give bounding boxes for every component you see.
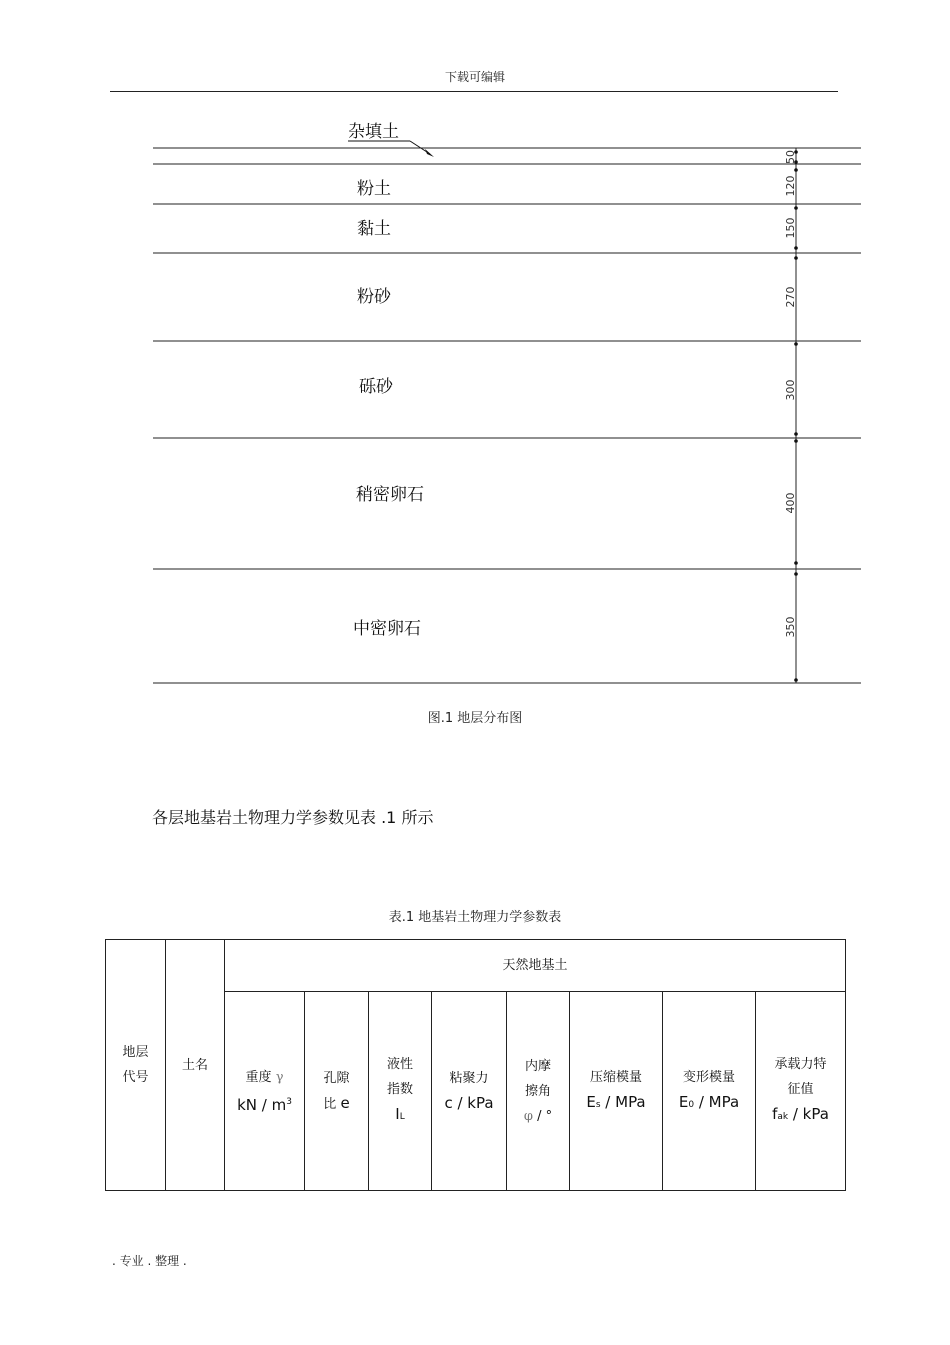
header-text: 变形模量 <box>682 1069 735 1085</box>
header-unit: φ / ° <box>523 1108 553 1124</box>
layer-name: 中密卵石 <box>353 619 421 639</box>
header-unit: E0 / MPa <box>678 1092 740 1111</box>
fill-soil-label: 杂填土 <box>348 122 399 142</box>
phi-symbol: φ <box>523 1108 533 1124</box>
header-text: 孔隙 <box>323 1070 350 1086</box>
dimension-tick <box>794 342 798 346</box>
col-cohesion <box>432 992 507 1191</box>
parameter-table <box>105 939 846 1191</box>
col-void-ratio <box>305 992 369 1191</box>
dimension-tick <box>794 439 798 443</box>
layer-name: 黏土 <box>357 219 391 239</box>
layer-thickness: 300 <box>784 379 797 401</box>
layer-thickness: 270 <box>784 286 797 308</box>
header-text: 内摩 <box>524 1058 551 1074</box>
body-paragraph: 各层地基岩土物理力学参数见表 .1 所示 <box>152 808 434 827</box>
page-header: 下载可编辑 <box>444 70 505 84</box>
header-unit: kN / $m^3$ <box>237 1095 292 1114</box>
col-unit-weight <box>225 992 305 1191</box>
header-text: 粘聚力 <box>449 1071 489 1086</box>
col-friction-angle <box>507 992 570 1191</box>
header-text: 擦角 <box>524 1083 551 1099</box>
layer-thickness: 50 <box>784 150 797 164</box>
dimension-tick <box>794 678 798 682</box>
group-header: 天然地基土 <box>225 940 846 992</box>
header-unit: fak / kPa <box>772 1105 829 1123</box>
layer-thickness: 400 <box>784 492 797 514</box>
col-compression-modulus <box>570 992 663 1191</box>
col-layer-code <box>106 940 166 1191</box>
dimension-tick <box>794 256 798 260</box>
header-text: 土名 <box>181 1057 208 1073</box>
col-liquidity-index <box>369 992 432 1191</box>
dimension-tick <box>794 206 798 210</box>
layer-name: 砾砂 <box>359 377 393 397</box>
col-soil-name <box>166 940 225 1191</box>
gamma-symbol: γ <box>275 1069 284 1085</box>
header-text: 液性 <box>386 1057 413 1072</box>
header-text: 指数 <box>386 1082 413 1097</box>
header-unit: c / kPa <box>444 1094 494 1112</box>
page-footer: . 专业 . 整理 . <box>112 1254 187 1268</box>
layer-thickness: 350 <box>784 616 797 638</box>
dimension-tick <box>794 572 798 576</box>
dimension-tick <box>794 561 798 565</box>
header-unit: IL <box>395 1105 405 1123</box>
fill-leader-arrowhead <box>425 149 434 157</box>
layer-name: 稍密卵石 <box>356 485 424 505</box>
header-text: 重度 γ <box>245 1069 284 1085</box>
layer-name: 粉土 <box>357 179 391 199</box>
header-text: 代号 <box>122 1070 149 1085</box>
header-text: 地层 <box>122 1045 149 1060</box>
header-unit: 比 e <box>323 1093 350 1112</box>
layer-name: 粉砂 <box>357 287 391 307</box>
header-text: 征值 <box>787 1082 814 1097</box>
table-caption: 表.1 地基岩土物理力学参数表 <box>388 910 562 925</box>
dimension-tick <box>794 168 798 172</box>
col-bearing-capacity <box>756 992 846 1191</box>
header-text: 承载力特 <box>774 1057 827 1072</box>
col-deformation-modulus <box>663 992 756 1191</box>
dimension-tick <box>794 432 798 436</box>
header-text: 压缩模量 <box>589 1069 642 1085</box>
figure-caption: 图.1 地层分布图 <box>427 711 523 726</box>
dimension-tick <box>794 246 798 250</box>
layer-thickness: 120 <box>784 175 797 197</box>
header-unit: Es / MPa <box>586 1092 646 1111</box>
layer-thickness: 150 <box>784 217 797 239</box>
